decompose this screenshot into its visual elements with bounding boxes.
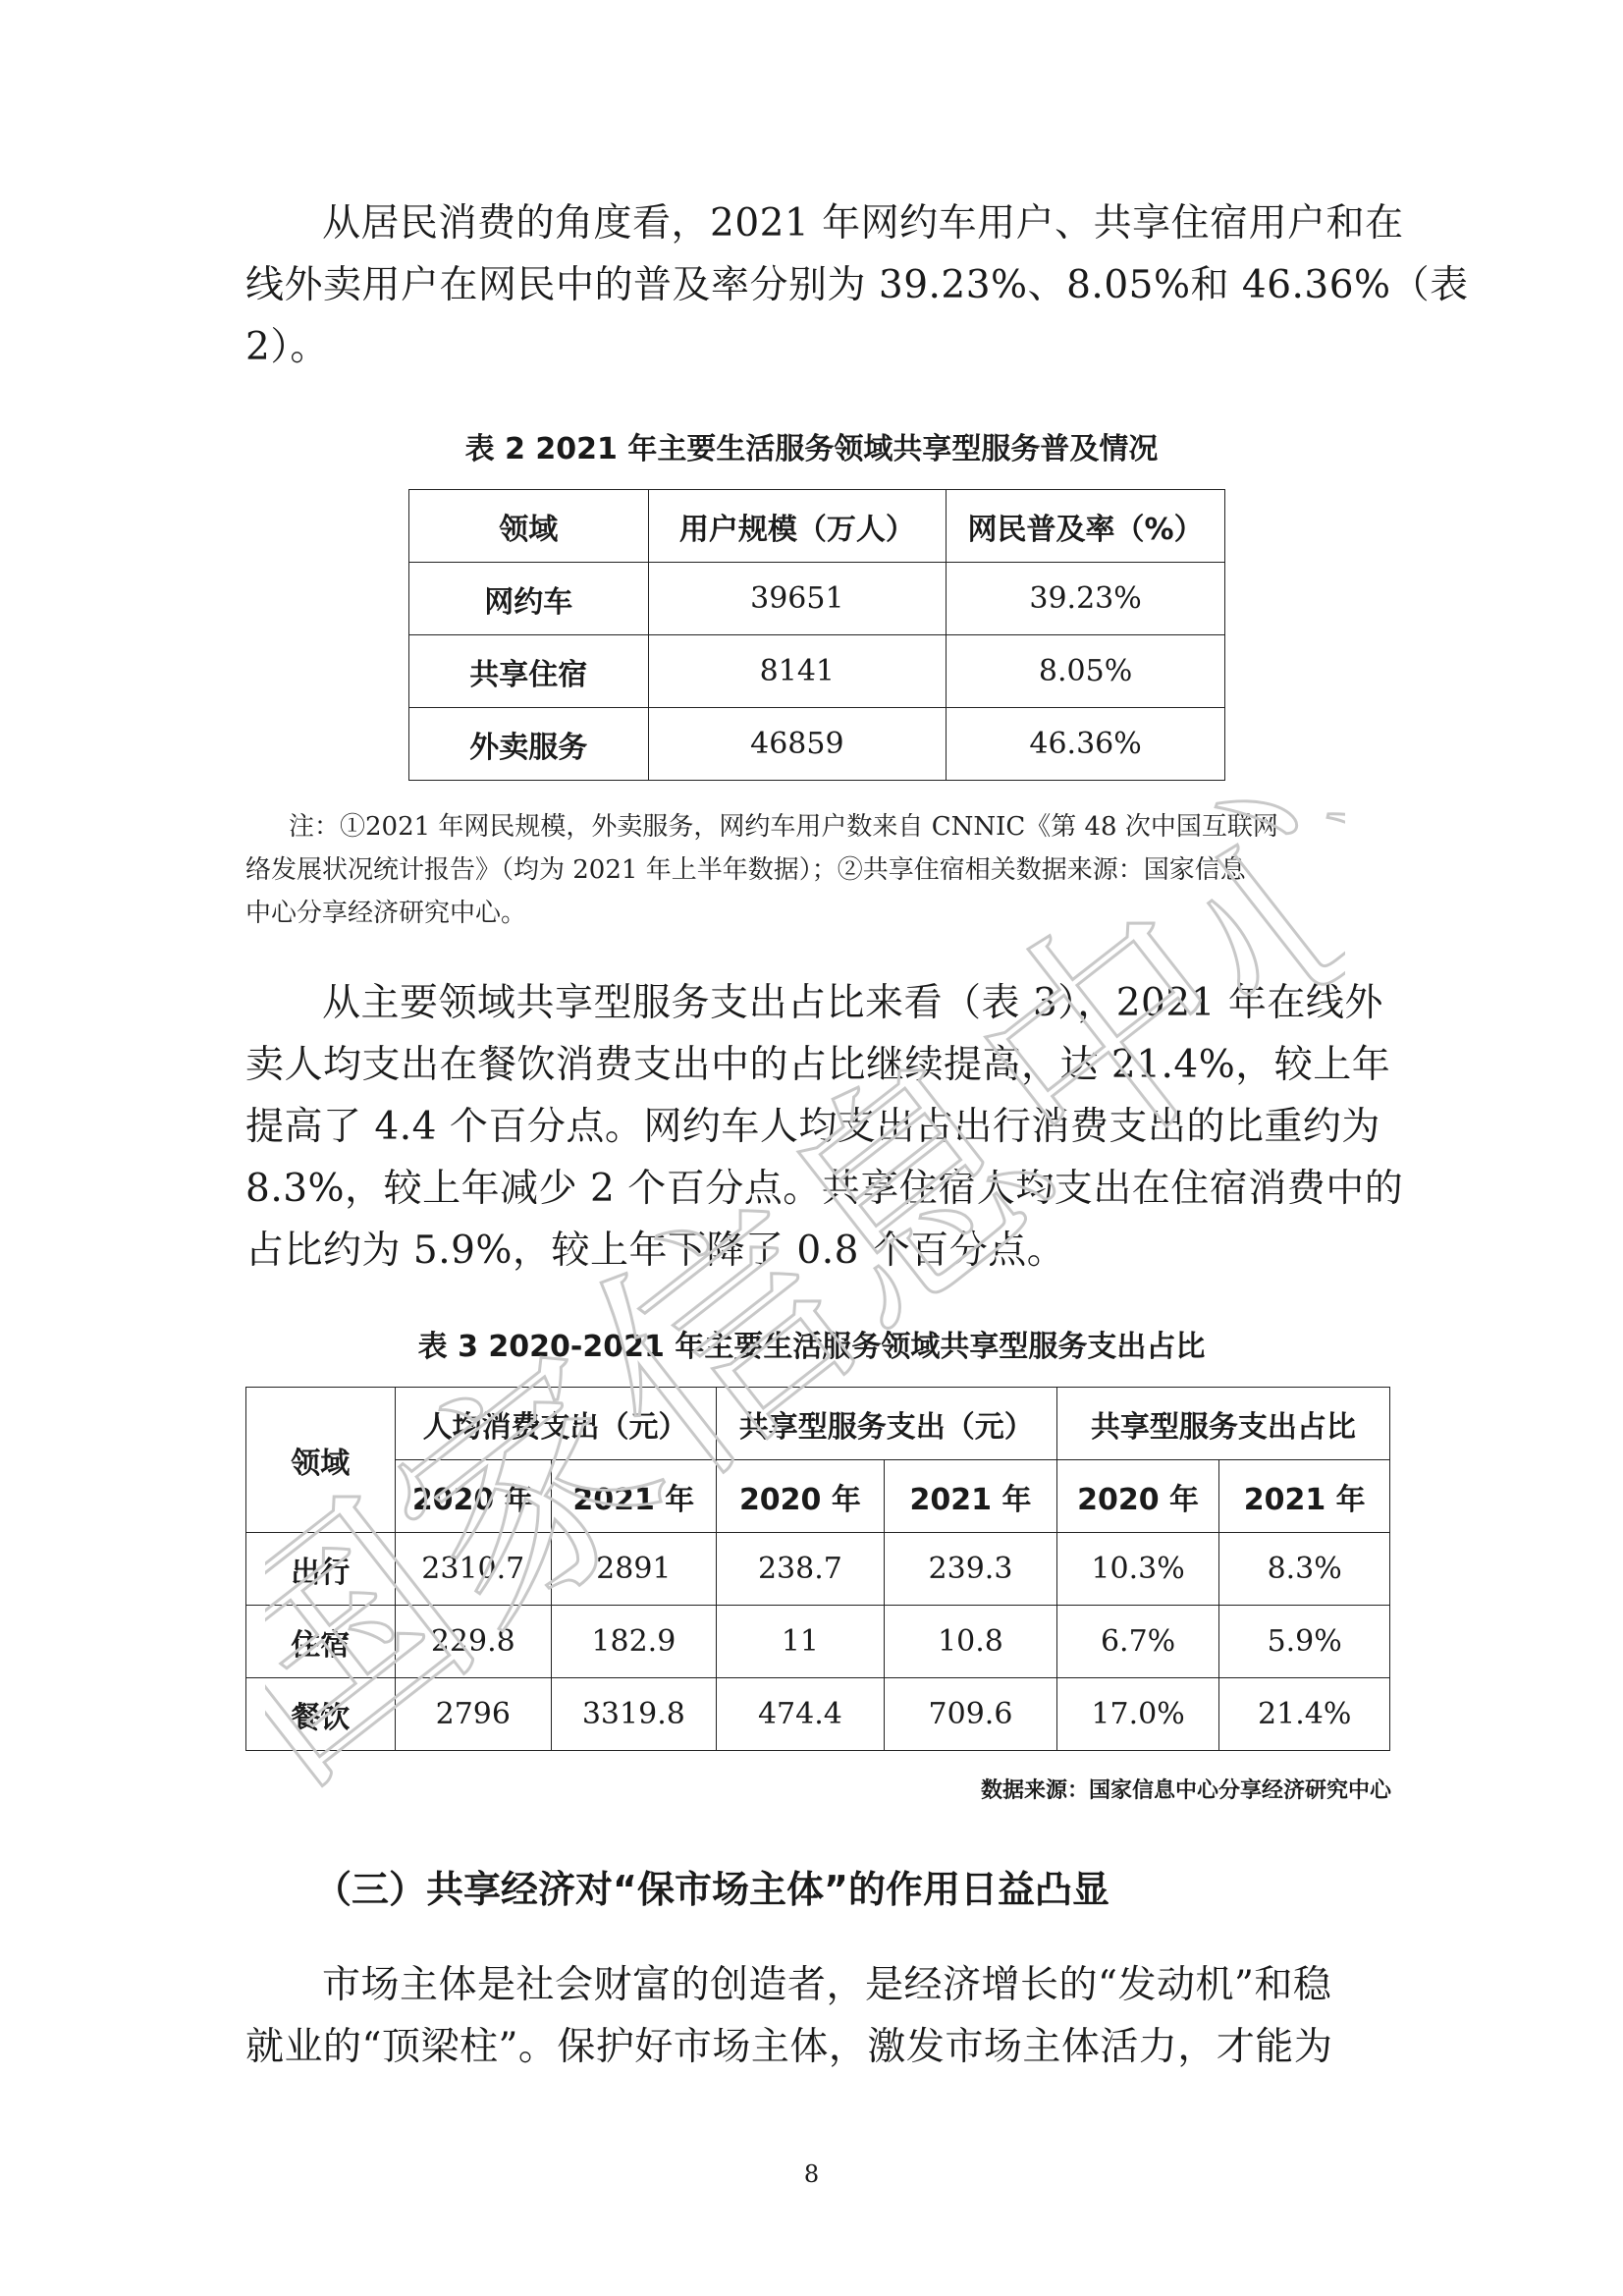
- table-cell: 2310.7: [395, 1533, 552, 1606]
- table-group-header: 共享型服务支出占比: [1056, 1388, 1389, 1460]
- table3-caption: 表 3 2020-2021 年主要生活服务领域共享型服务支出占比: [417, 1330, 1206, 1364]
- table-cell: 46859: [648, 708, 947, 781]
- table-group-header: 共享型服务支出（元）: [716, 1388, 1056, 1460]
- table-cell: 3319.8: [552, 1678, 717, 1751]
- table-header-cell: 网民普及率（%）: [947, 490, 1225, 563]
- table-cell: 229.8: [395, 1606, 552, 1678]
- year-header: 2020 年: [716, 1460, 885, 1533]
- table-header-row: [246, 1460, 1390, 1533]
- table-header-cell: 用户规模（万人）: [648, 490, 947, 563]
- table-cell: 474.4: [716, 1678, 885, 1751]
- table-cell: 239.3: [885, 1533, 1057, 1606]
- table-header-cell: 领域: [246, 1388, 396, 1533]
- text-line: 从主要领域共享型服务支出占比来看（表 3），2021 年在线外: [322, 981, 1383, 1025]
- table-header-row: [409, 490, 1225, 563]
- table-header-row: [246, 1388, 1390, 1460]
- watermark-text: 国家信息中心: [265, 699, 1345, 1831]
- table-cell: 39651: [648, 563, 947, 635]
- table-header-cell: 领域: [409, 490, 649, 563]
- row-label: 网约车: [409, 563, 649, 635]
- text-line: 占比约为 5.9%，较上年下降了 0.8 个百分点。: [245, 1229, 1066, 1273]
- table-cell: 182.9: [552, 1606, 717, 1678]
- text-line: 卖人均支出在餐饮消费支出中的占比继续提高，达 21.4%，较上年: [245, 1043, 1391, 1087]
- table2-note: [245, 805, 1384, 935]
- table-cell: 709.6: [885, 1678, 1057, 1751]
- text-line: 线外卖用户在网民中的普及率分别为 39.23%、8.05%和 46.36%（表: [245, 263, 1469, 307]
- table-cell: 10.8: [885, 1606, 1057, 1678]
- text-line: 从居民消费的角度看，2021 年网约车用户、共享住宿用户和在: [322, 201, 1404, 246]
- table-cell: 8.05%: [947, 635, 1225, 708]
- paragraph-market-entities: [245, 1954, 1384, 2078]
- table-cell: 6.7%: [1056, 1606, 1219, 1678]
- note-line: 络发展状况统计报告》（均为 2021 年上半年数据）；②共享住宿相关数据来源：国家信息: [245, 855, 1246, 885]
- table-group-header: 人均消费支出（元）: [395, 1388, 716, 1460]
- table2-caption: 表 2 2021 年主要生活服务领域共享型服务普及情况: [464, 432, 1159, 466]
- table-row: [409, 563, 1225, 635]
- text-line: 提高了 4.4 个百分点。网约车人均支出占出行消费支出的比重约为: [245, 1105, 1380, 1149]
- table-cell: 21.4%: [1219, 1678, 1390, 1751]
- note-line: 中心分享经济研究中心。: [245, 899, 527, 928]
- table-row: [409, 708, 1225, 781]
- table-cell: 2891: [552, 1533, 717, 1606]
- table-cell: 10.3%: [1056, 1533, 1219, 1606]
- table-cell: 2796: [395, 1678, 552, 1751]
- year-header: 2020 年: [1056, 1460, 1219, 1533]
- table-row: [409, 635, 1225, 708]
- table-cell: 238.7: [716, 1533, 885, 1606]
- table-row: [246, 1678, 1390, 1751]
- year-header: 2020 年: [395, 1460, 552, 1533]
- table2-penetration: [408, 489, 1225, 781]
- table-cell: 46.36%: [947, 708, 1225, 781]
- table-cell: 39.23%: [947, 563, 1225, 635]
- table-cell: 8.3%: [1219, 1533, 1390, 1606]
- section-heading: （三）共享经济对“保市场主体”的作用日益凸显: [314, 1868, 1109, 1911]
- text-line: 市场主体是社会财富的创造者，是经济增长的“发动机”和稳: [322, 1963, 1332, 2007]
- row-label: 餐饮: [246, 1678, 396, 1751]
- text-line: 2）。: [245, 325, 329, 369]
- note-line: 注：①2021 年网民规模，外卖服务，网约车用户数来自 CNNIC《第 48 次中国互联网: [289, 812, 1278, 842]
- paragraph-consumption-intro: [245, 192, 1469, 378]
- table-cell: 17.0%: [1056, 1678, 1219, 1751]
- table-cell: 5.9%: [1219, 1606, 1390, 1678]
- table-row: [246, 1606, 1390, 1678]
- text-line: 就业的“顶梁柱”。保护好市场主体，激发市场主体活力，才能为: [245, 2025, 1333, 2069]
- row-label: 共享住宿: [409, 635, 649, 708]
- table-row: [246, 1533, 1390, 1606]
- page-number: 8: [803, 2160, 820, 2188]
- row-label: 住宿: [246, 1606, 396, 1678]
- row-label: 外卖服务: [409, 708, 649, 781]
- row-label: 出行: [246, 1533, 396, 1606]
- year-header: 2021 年: [885, 1460, 1057, 1533]
- year-header: 2021 年: [552, 1460, 717, 1533]
- text-line: 8.3%，较上年减少 2 个百分点。共享住宿人均支出在住宿消费中的: [245, 1167, 1404, 1211]
- table-cell: 11: [716, 1606, 885, 1678]
- table3-source: 数据来源：国家信息中心分享经济研究中心: [980, 1778, 1391, 1803]
- year-header: 2021 年: [1219, 1460, 1390, 1533]
- table3-expenditure: [245, 1387, 1390, 1751]
- table-cell: 8141: [648, 635, 947, 708]
- paragraph-expenditure-share: [245, 972, 1404, 1282]
